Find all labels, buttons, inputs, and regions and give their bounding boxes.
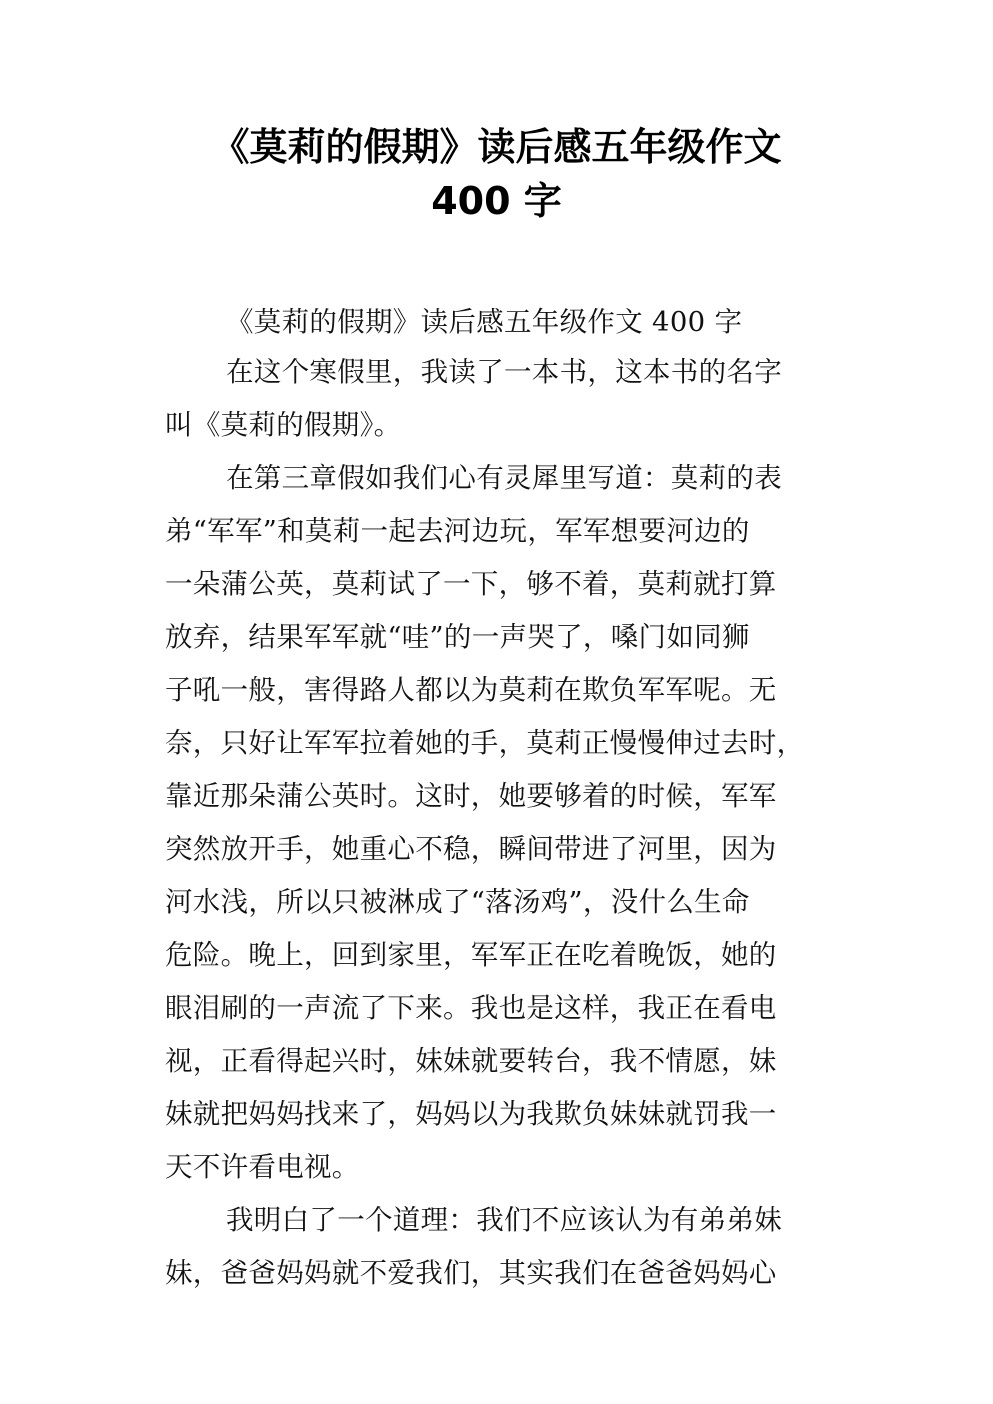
body-line: 奈，只好让军军拉着她的手，莫莉正慢慢伸过去时， (165, 727, 805, 759)
body-line: 河水浅，所以只被淋成了“落汤鸡”，没什么生命 (165, 886, 750, 918)
document-title-line-2: 400 字 (431, 179, 562, 223)
document-title-line-1: 《莫莉的假期》读后感五年级作文 (211, 125, 782, 169)
body-line: 一朵蒲公英，莫莉试了一下，够不着，莫莉就打算 (165, 568, 777, 600)
body-line: 弟“军军”和莫莉一起去河边玩，军军想要河边的 (165, 515, 750, 547)
body-line: 在第三章假如我们心有灵犀里写道：莫莉的表 (226, 462, 782, 494)
body-line: 危险。晚上，回到家里，军军正在吃着晚饭，她的 (165, 939, 777, 971)
body-line: 突然放开手，她重心不稳，瞬间带进了河里，因为 (165, 833, 777, 865)
body-line: 靠近那朵蒲公英时。这时，她要够着的时候，军军 (165, 780, 777, 812)
body-line: 《莫莉的假期》读后感五年级作文 400 字 (226, 306, 743, 338)
body-line: 眼泪刷的一声流了下来。我也是这样，我正在看电 (165, 992, 777, 1024)
body-line: 放弃，结果军军就“哇”的一声哭了，嗓门如同狮 (165, 621, 750, 653)
body-line: 子吼一般，害得路人都以为莫莉在欺负军军呢。无 (165, 674, 777, 706)
body-line: 叫《莫莉的假期》。 (165, 409, 402, 441)
body-line: 在这个寒假里，我读了一本书，这本书的名字 (226, 356, 782, 388)
body-line: 视，正看得起兴时，妹妹就要转台，我不情愿，妹 (165, 1045, 777, 1077)
body-line: 妹，爸爸妈妈就不爱我们，其实我们在爸爸妈妈心 (165, 1257, 777, 1289)
body-line: 天不许看电视。 (165, 1151, 360, 1183)
body-line: 妹就把妈妈找来了，妈妈以为我欺负妹妹就罚我一 (165, 1098, 777, 1130)
body-line: 我明白了一个道理：我们不应该认为有弟弟妹 (226, 1204, 782, 1236)
